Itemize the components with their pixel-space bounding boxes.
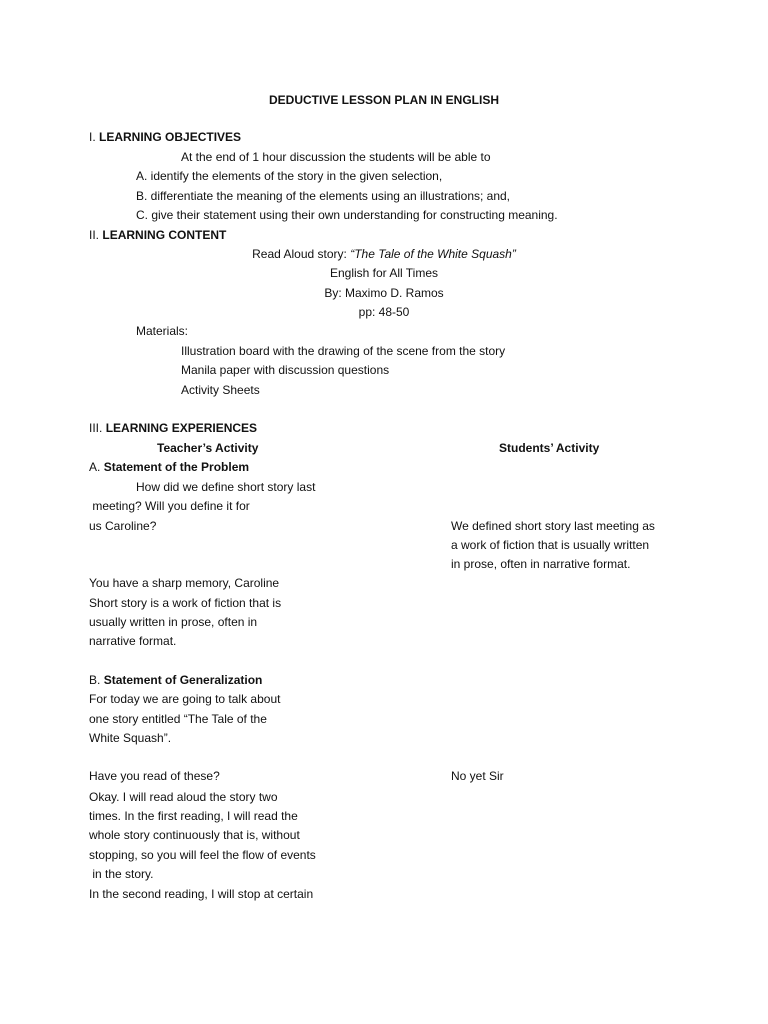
teacher-line: For today we are going to talk about (89, 692, 281, 706)
content-heading-text: LEARNING CONTENT (102, 228, 227, 242)
section-a-heading-text: Statement of the Problem (103, 460, 250, 474)
teacher-line: in the story. (89, 867, 154, 881)
teacher-line: White Squash”. (89, 731, 172, 745)
content-heading (89, 226, 226, 246)
student-answer: No yet Sir (451, 769, 504, 783)
objectives-intro: At the end of 1 hour discussion the students will be able to (181, 150, 491, 164)
objective-item-b: B. differentiate the meaning of the elements using an illustrations; and, (136, 189, 511, 203)
book-title: English for All Times (329, 266, 439, 280)
teacher-line: times. In the first reading, I will read the (89, 809, 298, 823)
material-item: Manila paper with discussion questions (181, 363, 390, 377)
teacher-line: In the second reading, I will stop at certain (89, 887, 314, 901)
teacher-line: You have a sharp memory, Caroline (89, 576, 280, 590)
material-item: Activity Sheets (181, 383, 260, 397)
teacher-line: Okay. I will read aloud the story two (89, 790, 278, 804)
material-item: Illustration board with the drawing of the scene from the story (181, 344, 506, 358)
student-line: We defined short story last meeting as (451, 519, 655, 533)
materials-label: Materials: (136, 324, 189, 338)
teacher-line: us Caroline? (89, 519, 157, 533)
teacher-question: Have you read of these? (89, 769, 220, 783)
experiences-numeral: III. (89, 421, 103, 435)
story-prefix: Read Aloud story: (252, 247, 351, 261)
content-numeral: II. (89, 228, 100, 242)
section-a-heading (89, 458, 249, 478)
section-b-letter: B. (89, 673, 101, 687)
teacher-line: Short story is a work of fiction that is (89, 596, 282, 610)
teacher-line: whole story continuously that is, without (89, 828, 300, 842)
experiences-heading (89, 419, 257, 439)
teacher-activity-header: Teacher’s Activity (157, 441, 259, 455)
student-line: in prose, often in narrative format. (451, 557, 631, 571)
book-author: By: Maximo D. Ramos (324, 286, 444, 300)
story-title: “The Tale of the White Squash” (350, 247, 516, 261)
teacher-line: meeting? Will you define it for (89, 499, 250, 513)
teacher-line: narrative format. (89, 634, 177, 648)
objectives-heading (89, 128, 241, 148)
objective-item-a: A. identify the elements of the story in the given selection, (136, 169, 443, 183)
objectives-numeral: I. (89, 130, 96, 144)
section-b-heading-text: Statement of Generalization (103, 673, 263, 687)
book-pages: pp: 48-50 (358, 305, 410, 319)
story-reference (0, 245, 768, 265)
section-b-heading (89, 671, 262, 691)
experiences-heading-text: LEARNING EXPERIENCES (105, 421, 258, 435)
document-title: DEDUCTIVE LESSON PLAN IN ENGLISH (268, 93, 500, 107)
student-activity-header: Students’ Activity (499, 441, 600, 455)
objective-item-c: C. give their statement using their own understanding for constructing meaning. (136, 208, 558, 222)
teacher-line: How did we define short story last (136, 480, 316, 494)
objectives-heading-text: LEARNING OBJECTIVES (99, 130, 242, 144)
teacher-line: one story entitled “The Tale of the (89, 712, 267, 726)
teacher-line: stopping, so you will feel the flow of events (89, 848, 316, 862)
section-a-letter: A. (89, 460, 101, 474)
teacher-line: usually written in prose, often in (89, 615, 258, 629)
student-line: a work of fiction that is usually written (451, 538, 650, 552)
